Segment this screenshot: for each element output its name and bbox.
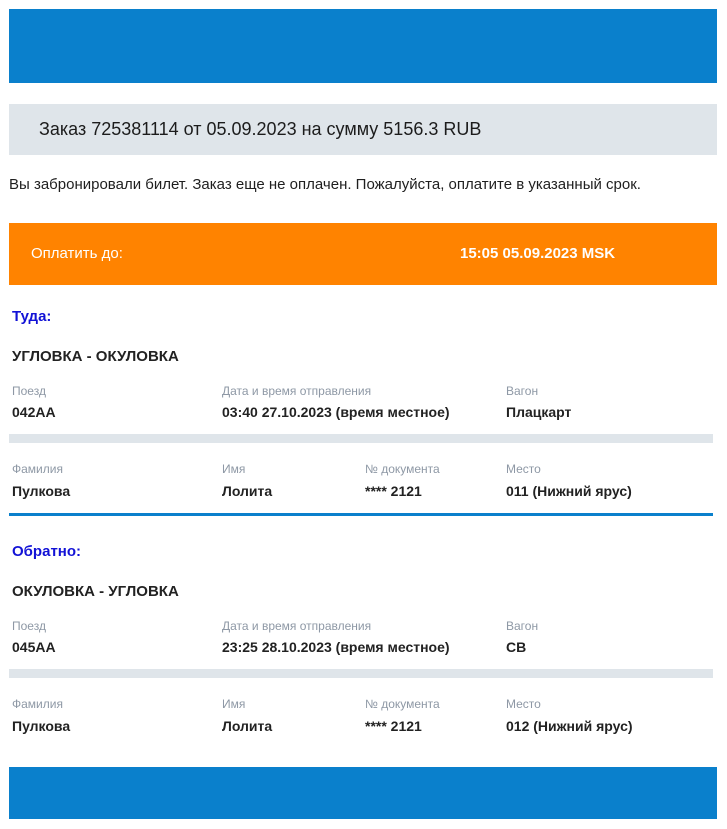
top-banner — [9, 9, 717, 83]
surname-label: Фамилия — [12, 462, 63, 476]
seat-label: Место — [506, 697, 541, 711]
order-title: Заказ 725381114 от 05.09.2023 на сумму 5156.3 RUB — [39, 119, 482, 139]
leg-direction: Туда: — [12, 308, 52, 325]
section-divider — [9, 434, 713, 443]
surname-label: Фамилия — [12, 697, 63, 711]
bottom-banner — [9, 767, 717, 819]
passenger-surname: Пулкова — [12, 483, 71, 499]
departure-label: Дата и время отправления — [222, 619, 372, 633]
departure-time: 23:25 28.10.2023 (время местное) — [222, 639, 450, 655]
train-number: 045АА — [12, 639, 56, 655]
passenger-seat: 011 (Нижний ярус) — [506, 483, 632, 499]
train-label: Поезд — [12, 619, 46, 633]
document-label: № документа — [365, 462, 440, 476]
leg-route: ОКУЛОВКА - УГЛОВКА — [12, 583, 179, 600]
car-type: СВ — [506, 639, 527, 655]
car-label: Вагон — [506, 384, 539, 398]
passenger-name: Лолита — [222, 483, 273, 499]
leg-route: УГЛОВКА - ОКУЛОВКА — [12, 348, 179, 365]
leg-separator — [9, 513, 713, 516]
passenger-name: Лолита — [222, 718, 273, 734]
section-divider — [9, 669, 713, 678]
car-label: Вагон — [506, 619, 539, 633]
passenger-document: **** 2121 — [365, 718, 422, 734]
order-header — [9, 104, 717, 155]
payment-deadline-value: 15:05 05.09.2023 MSK — [460, 245, 616, 262]
name-label: Имя — [222, 462, 246, 476]
document-label: № документа — [365, 697, 440, 711]
train-label: Поезд — [12, 384, 46, 398]
train-number: 042АА — [12, 404, 56, 420]
passenger-document: **** 2121 — [365, 483, 422, 499]
seat-label: Место — [506, 462, 541, 476]
name-label: Имя — [222, 697, 246, 711]
departure-label: Дата и время отправления — [222, 384, 372, 398]
leg-direction: Обратно: — [12, 543, 82, 560]
passenger-surname: Пулкова — [12, 718, 71, 734]
departure-time: 03:40 27.10.2023 (время местное) — [222, 404, 450, 420]
passenger-seat: 012 (Нижний ярус) — [506, 718, 633, 734]
booking-notice: Вы забронировали билет. Заказ еще не оплачен. Пожалуйста, оплатите в указанный срок. — [9, 176, 641, 193]
car-type: Плацкарт — [506, 404, 572, 420]
payment-deadline-bar — [9, 223, 717, 285]
payment-deadline-label: Оплатить до: — [31, 245, 123, 262]
